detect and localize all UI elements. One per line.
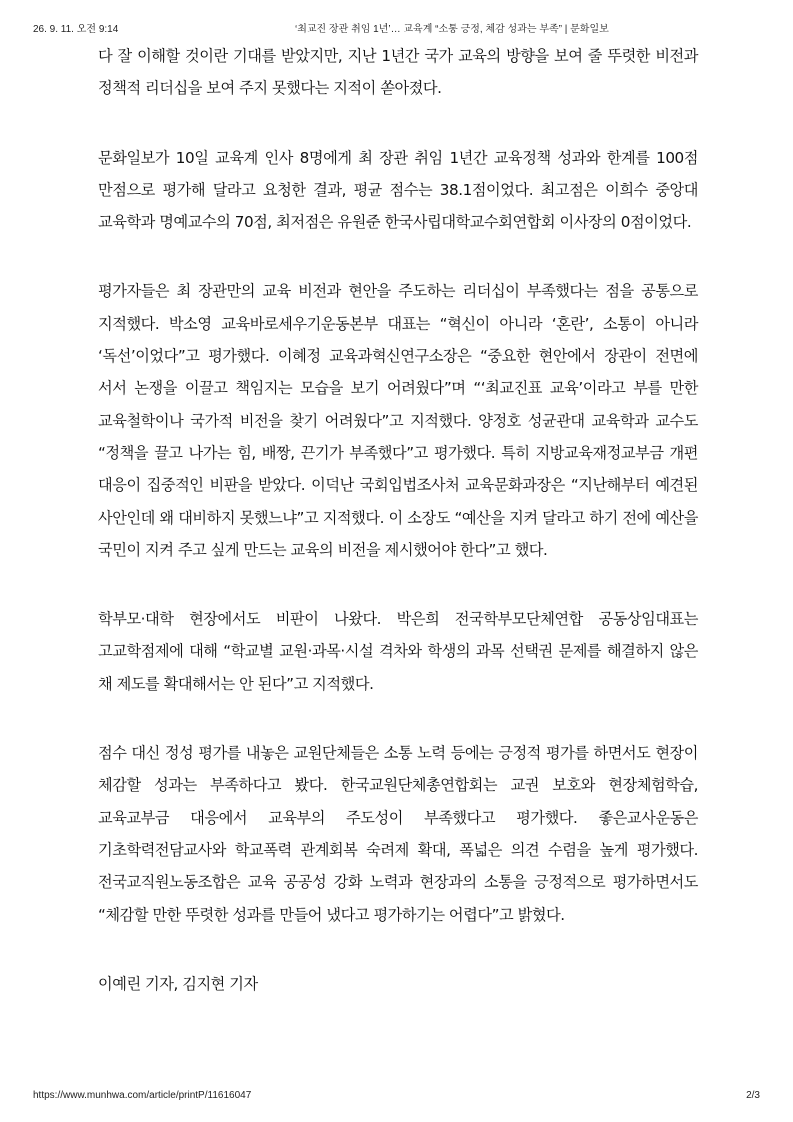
page-number: 2/3 — [746, 1090, 760, 1101]
print-date: 26. 9. 11. 오전 9:14 — [33, 24, 119, 35]
print-url: https://www.munhwa.com/article/printP/11616047 — [33, 1090, 252, 1101]
article-paragraph: 점수 대신 정성 평가를 내놓은 교원단체들은 소통 노력 등에는 긍정적 평가를 하면서도 현장이 체감할 성과는 부족하다고 봤다. 한국교원단체총연합회는 교권 보호와 현장체험학습, 교육교부금 대응에서 교육부의 주도성이 부족했다고 평가했다. 좋은교사운동은 기초학력전담교사와 학교폭력 관계회복 숙려제 확대, 폭넓은 의견 수렴을 높게 평가했다. 전국교직원노동조합은 교육 공공성 강화 노력과 현장과의 소통을 긍정적으로 평가하면서도 “체감할 만한 뚜렷한 성과를 만들어 냈다고 평가하기는 어렵다”고 밝혔다. — [98, 744, 698, 924]
article-byline: 이예린 기자, 김지현 기자 — [98, 974, 258, 993]
print-page-title: ‘최교진 장관 취임 1년’… 교육계 “소통 긍정, 체감 성과는 부족” | 문화일보 — [295, 24, 609, 35]
article-paragraph: 다 잘 이해할 것이란 기대를 받았지만, 지난 1년간 국가 교육의 방향을 보여 줄 뚜렷한 비전과 정책적 리더십을 보여 주지 못했다는 지적이 쏟아졌다. — [98, 47, 698, 98]
article-body — [98, 40, 698, 1037]
article-paragraph: 문화일보가 10일 교육계 인사 8명에게 최 장관 취임 1년간 교육정책 성과와 한계를 100점 만점으로 평가해 달라고 요청한 결과, 평균 점수는 38.1점이었다. 최고점은 이희수 중앙대 교육학과 명예교수의 70점, 최저점은 유원준 한국사립대학교수회연합회 이사장의 0점이었다. — [98, 148, 698, 232]
print-footer — [33, 1090, 760, 1106]
print-header — [33, 20, 760, 36]
article-paragraph: 학부모·대학 현장에서도 비판이 나왔다. 박은희 전국학부모단체연합 공동상임대표는 고교학점제에 대해 “학교별 교원·과목·시설 격차와 학생의 과목 선택권 문제를 해결하지 않은 채 제도를 확대해서는 안 된다”고 지적했다. — [98, 610, 698, 693]
article-paragraph: 평가자들은 최 장관만의 교육 비전과 현안을 주도하는 리더십이 부족했다는 점을 공통으로 지적했다. 박소영 교육바로세우기운동본부 대표는 “혁신이 아니라 ‘혼란’, 소통이 아니라 ‘독선’이었다”고 평가했다. 이혜정 교육과혁신연구소장은 “중요한 현안에서 장관이 전면에 서서 논쟁을 이끌고 책임지는 모습을 보기 어려웠다”며 “‘최교진표 교육’이라고 부를 만한 교육철학이나 국가적 비전을 찾기 어려웠다”고 지적했다. 양정호 성균관대 교육학과 교수도 “정책을 끌고 나가는 힘, 배짱, 끈기가 부족했다”고 평가했다. 특히 지방교육재정교부금 개편 대응이 집중적인 비판을 받았다. 이덕난 국회입법조사처 교육문화과장은 “지난해부터 예견된 사안인데 왜 대비하지 못했느냐”고 지적했다. 이 소장도 “예산을 지켜 달라고 하기 전에 예산을 국민이 지켜 주고 싶게 만드는 교육의 비전을 제시했어야 한다”고 했다. — [98, 282, 698, 559]
